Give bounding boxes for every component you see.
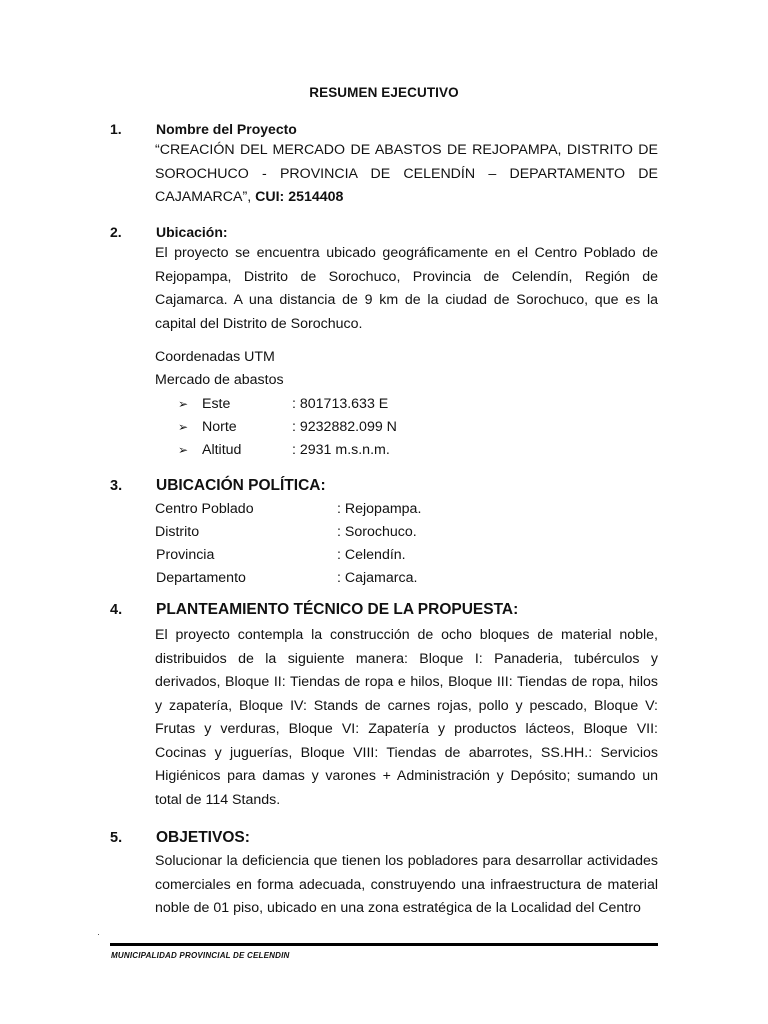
section-3-title: UBICACIÓN POLÍTICA:: [156, 477, 326, 494]
coord-label: Este: [202, 396, 231, 412]
coord-row-norte: [178, 419, 397, 435]
section-2-number: 2.: [110, 224, 122, 240]
section-4-title: PLANTEAMIENTO TÉCNICO DE LA PROPUESTA:: [156, 601, 519, 618]
arrow-bullet-icon: ➢: [178, 397, 189, 411]
footer-rule: [110, 943, 658, 946]
section-4-number: 4.: [110, 602, 123, 618]
section-5-number: 5.: [110, 830, 123, 846]
political-row: Provincia : Celendín.: [156, 547, 406, 563]
section-4-body: El proyecto contempla la construcción de ocho bloques de material noble, distribuidos de la siguiente manera: Bloque I: Panaderia, tubérculos y derivados, Bloque II: Tiendas de ropa e hilos, Bloque III: Tiendas de ropa, hilos y zapatería, Bloque IV: Stands de carnes rojas, pollo y pescado, Bloque V: Frutas y verduras, Bloque VI: Zapatería y productos lácteos, Bloque VII: Cocinas y juguerías, Bloque VIII: Tiendas de abarrotes, SS.HH.: Servicios Higiénicos para damas y varones + Administración y Depósito; sumando un total de 114 Stands.: [155, 627, 658, 808]
coord-label: Norte: [202, 419, 237, 435]
section-1-body: [155, 139, 658, 210]
coord-value: : 801713.633 E: [292, 396, 389, 412]
coord-row-altitud: [178, 442, 390, 458]
coord-label: Altitud: [202, 442, 242, 458]
political-row: Departamento : Cajamarca.: [156, 570, 418, 586]
section-2-body: El proyecto se encuentra ubicado geográficamente en el Centro Poblado de Rejopampa, Distrito de Sorochuco, Provincia de Celendín, Región de Cajamarca. A una distancia de 9 km de la ciudad de Sorochuco, que es la capital del Distrito de Sorochuco.: [155, 245, 658, 332]
document-title: RESUMEN EJECUTIVO: [309, 85, 459, 100]
political-row: Centro Poblado : Rejopampa.: [155, 501, 422, 517]
project-name-text: “CREACIÓN DEL MERCADO DE ABASTOS DE REJOPAMPA, DISTRITO DE SOROCHUCO - PROVINCIA DE CELENDÍN – DEPARTAMENTO DE CAJAMARCA”,: [155, 142, 658, 205]
section-3-number: 3.: [110, 478, 123, 494]
footer-text: MUNICIPALIDAD PROVINCIAL DE CELENDIN: [111, 951, 290, 960]
section-1-title: Nombre del Proyecto: [156, 121, 297, 137]
coord-row-este: [178, 396, 388, 412]
arrow-bullet-icon: ➢: [178, 420, 189, 434]
political-row: Distrito : Sorochuco.: [155, 524, 417, 540]
section-1-number: 1.: [110, 121, 122, 137]
coord-value: : 2931 m.s.n.m.: [292, 442, 390, 458]
coords-subheading: Mercado de abastos: [155, 372, 284, 388]
cui-code: CUI: 2514408: [255, 189, 344, 205]
coord-value: : 9232882.099 N: [292, 419, 397, 435]
arrow-bullet-icon: ➢: [178, 443, 189, 457]
section-2-title: Ubicación:: [156, 224, 228, 240]
section-5-body: Solucionar la deficiencia que tienen los pobladores para desarrollar actividades comerciales en forma adecuada, construyendo una infraestructura de material noble de 01 piso, ubicado en una zona estratégica de la Localidad del Centro: [155, 853, 658, 916]
coords-heading: Coordenadas UTM: [155, 349, 275, 365]
section-5-title: OBJETIVOS:: [156, 829, 250, 846]
page-mark: [98, 934, 99, 935]
